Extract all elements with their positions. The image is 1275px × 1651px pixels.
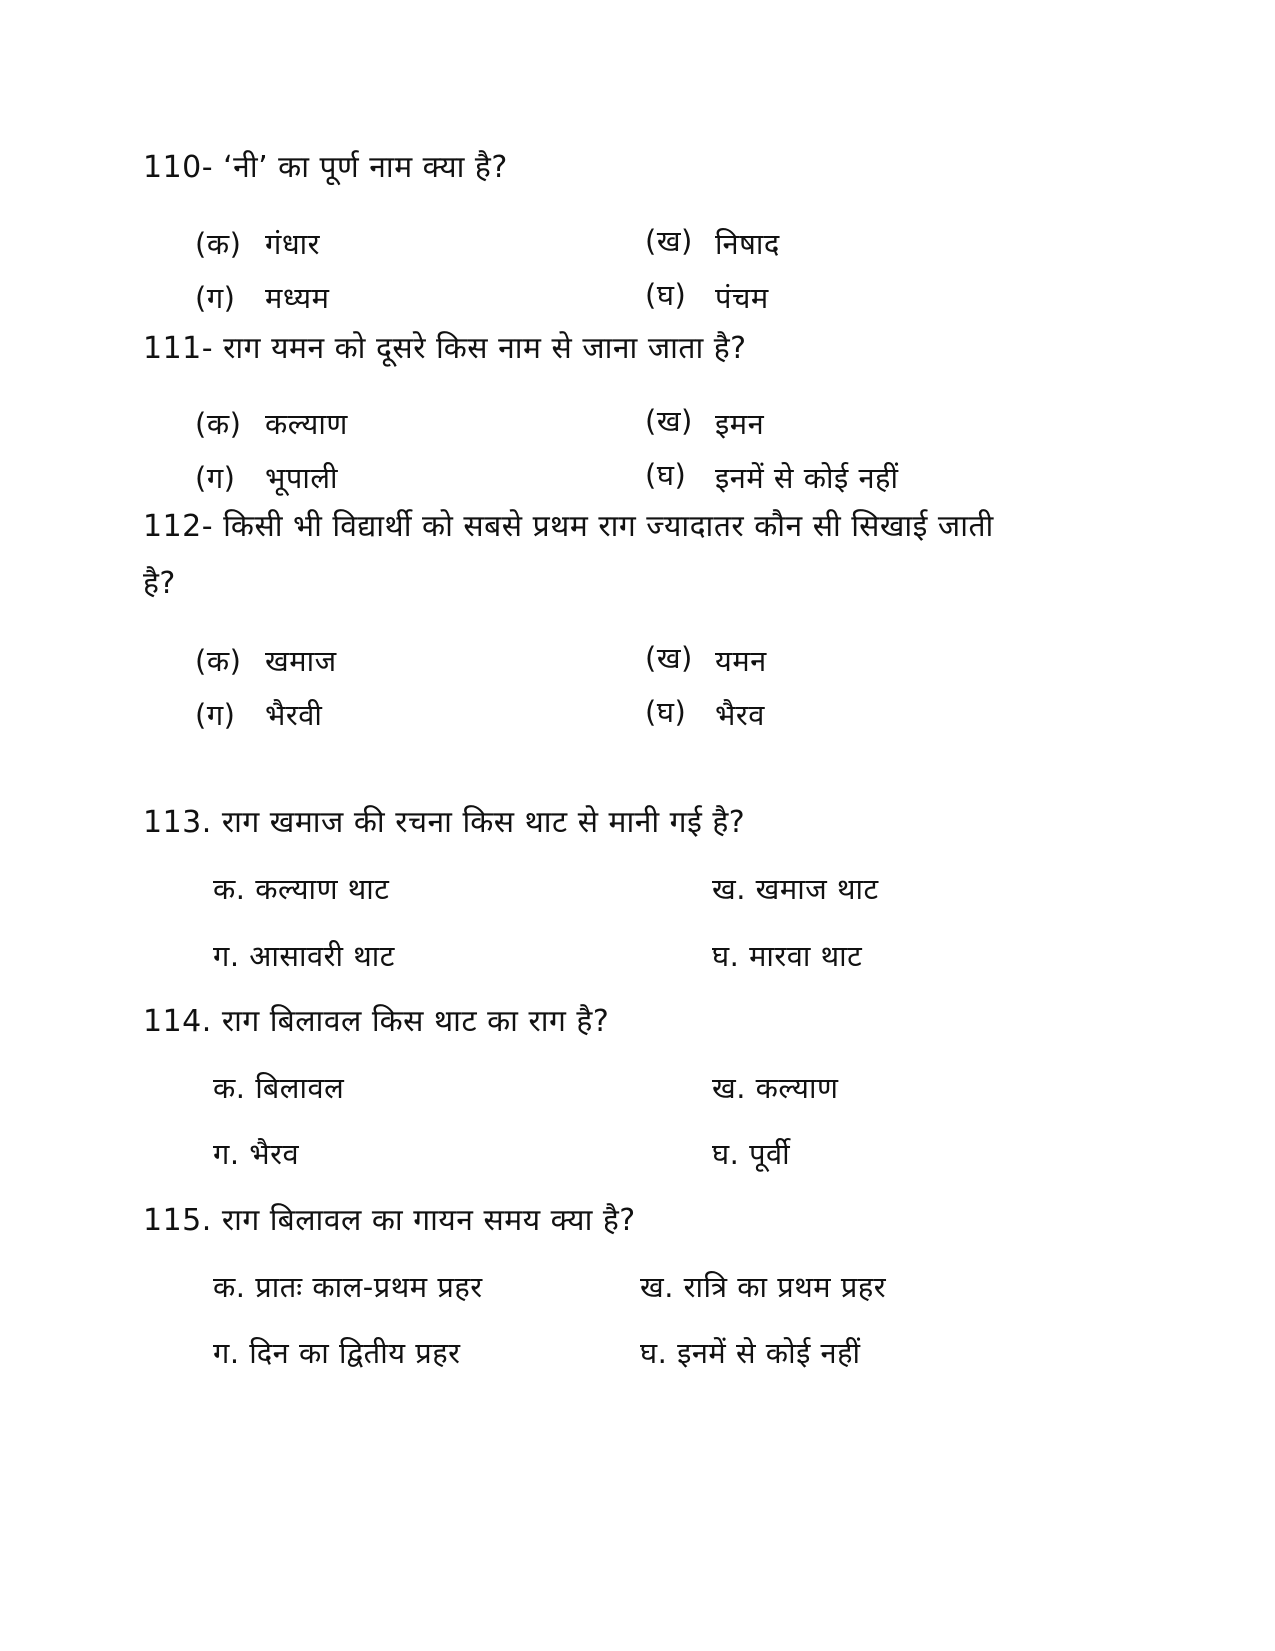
option-marker: (क): [195, 227, 242, 261]
option-text: पंचम: [715, 281, 769, 315]
question-number: 110-: [143, 150, 214, 185]
question-text: राग बिलावल किस थाट का राग है?: [221, 1004, 610, 1039]
option-marker: (घ): [645, 458, 687, 492]
option-marker: (क): [195, 407, 242, 441]
question-number: 114.: [143, 1004, 212, 1039]
option-text: ख. खमाज थाट: [712, 872, 879, 906]
option-text: क. कल्याण थाट: [213, 872, 390, 906]
option-text: गंधार: [265, 227, 321, 261]
option-marker: (ख): [645, 404, 693, 438]
question-114: [143, 1004, 609, 1040]
option-text: यमन: [715, 644, 767, 678]
question-110: [143, 150, 508, 186]
option-text: क. बिलावल: [213, 1071, 345, 1105]
option-text: घ. इनमें से कोई नहीं: [640, 1336, 861, 1370]
question-112-continuation: है?: [143, 566, 176, 601]
option-marker: (ग): [195, 461, 236, 495]
option-text: इनमें से कोई नहीं: [715, 461, 899, 495]
question-number: 111-: [143, 331, 214, 366]
option-text: निषाद: [715, 227, 780, 261]
question-text: राग खमाज की रचना किस थाट से मानी गई है?: [221, 805, 746, 840]
option-text: भूपाली: [265, 461, 339, 495]
question-text: राग बिलावल का गायन समय क्या है?: [221, 1203, 636, 1238]
option-text: भैरव: [715, 698, 765, 732]
question-text: किसी भी विद्यार्थी को सबसे प्रथम राग ज्यादातर कौन सी सिखाई जाती: [223, 509, 994, 544]
option-text: इमन: [715, 407, 765, 441]
option-text: क. प्रातः काल-प्रथम प्रहर: [213, 1270, 483, 1304]
question-113: [143, 805, 745, 841]
option-text: ग. दिन का द्वितीय प्रहर: [213, 1336, 461, 1370]
option-text: ख. कल्याण: [712, 1071, 839, 1105]
option-marker: (घ): [645, 278, 687, 312]
option-marker: (ख): [645, 641, 693, 675]
option-marker: (घ): [645, 695, 687, 729]
option-text: मध्यम: [265, 281, 330, 315]
option-text: घ. पूर्वी: [712, 1137, 791, 1171]
option-marker: (ग): [195, 281, 236, 315]
question-text: राग यमन को दूसरे किस नाम से जाना जाता है?: [223, 331, 747, 366]
option-marker: (क): [195, 644, 242, 678]
question-number: 115.: [143, 1203, 212, 1238]
question-111: [143, 331, 747, 367]
question-112: [143, 509, 994, 545]
question-number: 113.: [143, 805, 212, 840]
option-text: ग. भैरव: [213, 1137, 300, 1171]
option-text: घ. मारवा थाट: [712, 939, 863, 973]
option-marker: (ग): [195, 698, 236, 732]
question-number: 112-: [143, 509, 214, 544]
question-text: ‘नी’ का पूर्ण नाम क्या है?: [223, 150, 508, 185]
option-text: ख. रात्रि का प्रथम प्रहर: [640, 1270, 887, 1304]
option-text: कल्याण: [265, 407, 348, 441]
option-text: ग. आसावरी थाट: [213, 939, 395, 973]
option-marker: (ख): [645, 224, 693, 258]
option-text: भैरवी: [265, 698, 323, 732]
option-text: खमाज: [265, 644, 337, 678]
question-115: [143, 1203, 636, 1239]
